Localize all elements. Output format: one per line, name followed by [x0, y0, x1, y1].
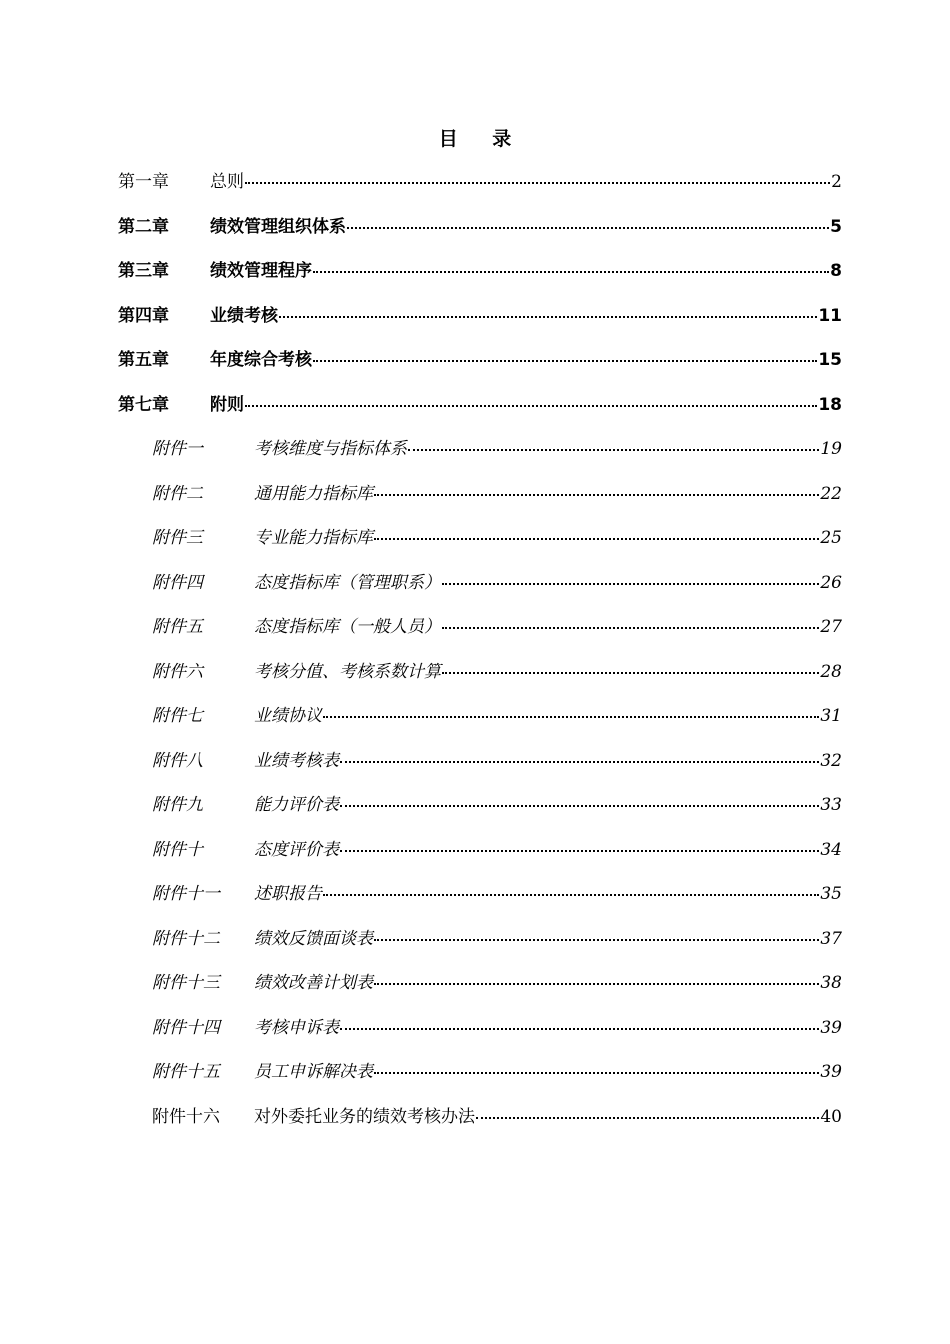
- annexe-page-number: 35: [820, 884, 842, 904]
- annexe-page-number: 39: [820, 1017, 842, 1038]
- annexe-page-number: 19: [820, 439, 842, 459]
- chapter-number: 第二章: [118, 216, 169, 237]
- annexe-number: 附件八: [152, 750, 203, 771]
- dot-leader: [374, 494, 819, 496]
- annexe-entry[interactable]: [118, 427, 842, 472]
- chapter-title: 业绩考核: [210, 305, 278, 326]
- annexe-entry[interactable]: [118, 828, 842, 873]
- annexe-entry[interactable]: [118, 739, 842, 784]
- table-of-contents: [118, 160, 842, 1139]
- annexe-entry[interactable]: [118, 516, 842, 561]
- annexe-number: 附件四: [152, 572, 203, 593]
- dot-leader: [323, 894, 819, 896]
- annexe-page-number: 33: [820, 795, 842, 815]
- annexe-page-number: 28: [820, 661, 842, 682]
- annexe-title: 考核维度与指标体系: [254, 439, 407, 459]
- dot-leader: [476, 1117, 819, 1119]
- annexe-entry[interactable]: [118, 1006, 842, 1051]
- dot-leader: [313, 360, 817, 362]
- chapter-number: 第一章: [118, 172, 169, 192]
- annexe-title: 通用能力指标库: [254, 483, 373, 504]
- dot-leader: [340, 850, 819, 852]
- annexe-page-number: 27: [820, 617, 842, 637]
- chapter-entry[interactable]: [118, 205, 842, 250]
- annexe-page-number: 39: [820, 1062, 842, 1082]
- dot-leader: [323, 716, 819, 718]
- dot-leader: [313, 271, 829, 273]
- chapter-page-number: 15: [818, 350, 842, 370]
- dot-leader: [408, 449, 819, 451]
- annexe-page-number: 37: [820, 928, 842, 949]
- chapter-title: 年度综合考核: [210, 350, 312, 370]
- chapter-title: 绩效管理程序: [210, 261, 312, 281]
- annexe-number: 附件十四: [152, 1017, 220, 1038]
- annexe-title: 考核分值、考核系数计算: [254, 661, 441, 682]
- annexe-entry[interactable]: [118, 561, 842, 606]
- chapter-entry[interactable]: [118, 294, 842, 339]
- annexe-title: 专业能力指标库: [254, 528, 373, 548]
- annexe-title: 态度指标库（一般人员）: [254, 617, 441, 637]
- annexe-page-number: 38: [820, 973, 842, 993]
- annexe-page-number: 22: [820, 483, 842, 504]
- annexe-number: 附件十五: [152, 1062, 220, 1082]
- dot-leader: [442, 627, 819, 629]
- chapter-page-number: 11: [818, 305, 842, 326]
- dot-leader: [340, 1028, 819, 1030]
- chapter-number: 第四章: [118, 305, 169, 326]
- annexe-page-number: 26: [820, 572, 842, 593]
- dot-leader: [374, 538, 819, 540]
- annexe-number: 附件七: [152, 706, 203, 726]
- chapter-page-number: 8: [830, 261, 842, 281]
- chapter-title: 总则: [210, 172, 244, 192]
- annexe-entry[interactable]: [118, 650, 842, 695]
- annexe-page-number: 31: [820, 706, 842, 726]
- dot-leader: [374, 939, 819, 941]
- annexe-entry[interactable]: [118, 917, 842, 962]
- annexe-number: 附件二: [152, 483, 203, 504]
- annexe-number: 附件十: [152, 839, 203, 860]
- annexe-number: 附件三: [152, 528, 203, 548]
- chapter-number: 第五章: [118, 350, 169, 370]
- annexe-title: 述职报告: [254, 884, 322, 904]
- dot-leader: [245, 182, 830, 184]
- chapter-number: 第七章: [118, 394, 169, 415]
- annexe-page-number: 32: [820, 750, 842, 771]
- annexe-title: 业绩协议: [254, 706, 322, 726]
- annexe-title: 业绩考核表: [254, 750, 339, 771]
- annexe-number: 附件十一: [152, 884, 220, 904]
- dot-leader: [340, 805, 819, 807]
- annexe-number: 附件一: [152, 439, 203, 459]
- dot-leader: [374, 1072, 819, 1074]
- annexe-title: 能力评价表: [254, 795, 339, 815]
- annexe-title: 绩效反馈面谈表: [254, 928, 373, 949]
- annexe-entry[interactable]: [118, 605, 842, 650]
- dot-leader: [279, 316, 817, 318]
- dot-leader: [347, 227, 829, 229]
- chapter-title: 绩效管理组织体系: [210, 216, 346, 237]
- annexe-entry[interactable]: [118, 872, 842, 917]
- annexe-number: 附件九: [152, 795, 203, 815]
- annexe-page-number: 40: [820, 1106, 842, 1127]
- annexe-entry[interactable]: [118, 783, 842, 828]
- annexe-entry[interactable]: [118, 1095, 842, 1140]
- chapter-entry[interactable]: [118, 160, 842, 205]
- chapter-title: 附则: [210, 394, 244, 415]
- dot-leader: [374, 983, 819, 985]
- annexe-number: 附件五: [152, 617, 203, 637]
- annexe-number: 附件十六: [152, 1106, 220, 1127]
- chapter-entry[interactable]: [118, 338, 842, 383]
- dot-leader: [442, 583, 819, 585]
- annexe-number: 附件十二: [152, 928, 220, 949]
- annexe-page-number: 34: [820, 839, 842, 860]
- annexe-entry[interactable]: [118, 1050, 842, 1095]
- dot-leader: [442, 672, 819, 674]
- annexe-title: 考核申诉表: [254, 1017, 339, 1038]
- annexe-title: 绩效改善计划表: [254, 973, 373, 993]
- annexe-entry[interactable]: [118, 694, 842, 739]
- annexe-title: 态度评价表: [254, 839, 339, 860]
- chapter-entry[interactable]: [118, 383, 842, 428]
- annexe-entry[interactable]: [118, 472, 842, 517]
- dot-leader: [340, 761, 819, 763]
- annexe-title: 员工申诉解决表: [254, 1062, 373, 1082]
- chapter-entry[interactable]: [118, 249, 842, 294]
- annexe-number: 附件十三: [152, 973, 220, 993]
- annexe-title: 态度指标库（管理职系）: [254, 572, 441, 593]
- annexe-page-number: 25: [820, 528, 842, 548]
- chapter-number: 第三章: [118, 261, 169, 281]
- toc-title: 目 录: [438, 128, 526, 150]
- annexe-number: 附件六: [152, 661, 203, 682]
- dot-leader: [245, 405, 817, 407]
- chapter-page-number: 18: [818, 394, 842, 415]
- annexe-title: 对外委托业务的绩效考核办法: [254, 1106, 475, 1127]
- chapter-page-number: 2: [831, 172, 842, 192]
- annexe-entry[interactable]: [118, 961, 842, 1006]
- chapter-page-number: 5: [830, 216, 842, 237]
